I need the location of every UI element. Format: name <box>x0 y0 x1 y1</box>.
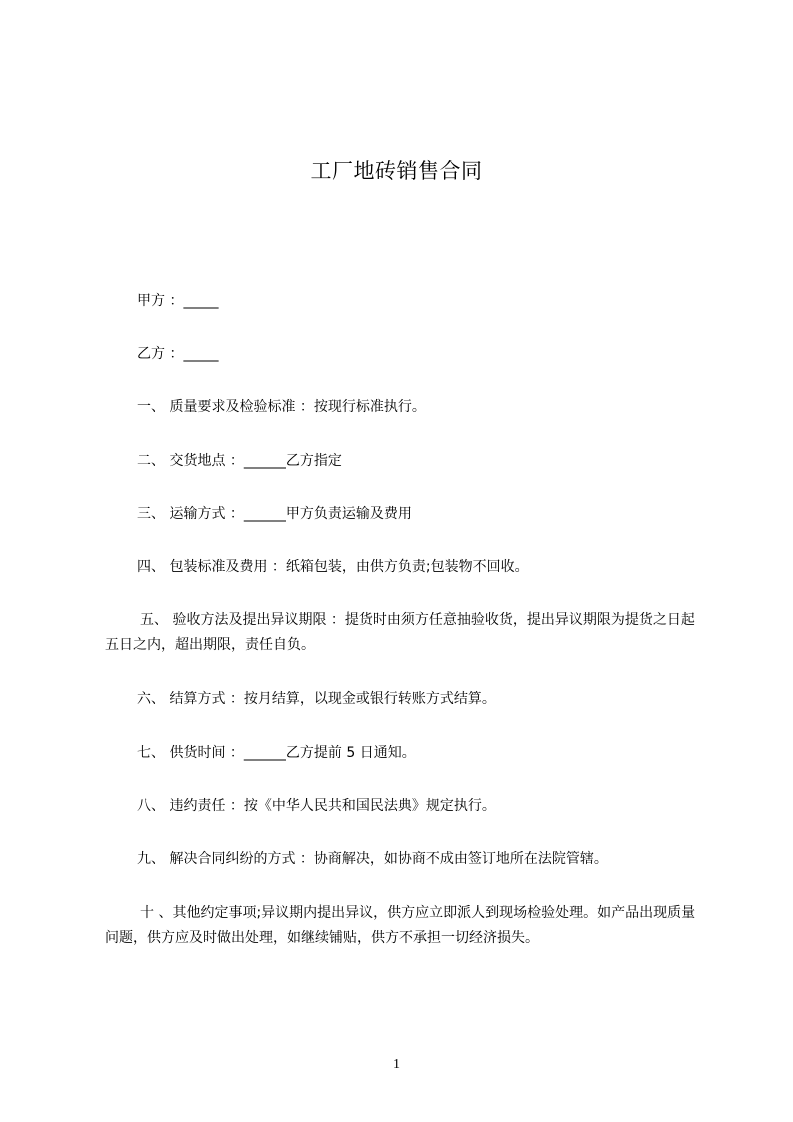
clause-8-liability: 八、 违约责任 ：按《中华人民共和国民法典》规定执行。 <box>137 798 496 814</box>
clause-10-other: 十 、其他约定事项;异议期内提出异议，供方应立即派人到现场检验处理。如产品出现质量问题，供方应及时做出处理，如继续铺贴，供方不承担一切经济损失。 <box>105 905 696 946</box>
clause-6-settlement: 六、 结算方式 ：按月结算，以现金或银行转账方式结算。 <box>137 691 496 707</box>
clause-3-transport: 三、 运输方式 ：______甲方负责运输及费用 <box>137 506 412 522</box>
clause-2-delivery-place: 二、 交货地点 ：______乙方指定 <box>137 453 342 469</box>
party-b-line: 乙方 ：_____ <box>137 346 219 362</box>
page-number: 1 <box>393 1057 400 1072</box>
clause-4-packaging: 四、 包装标准及费用 ：纸箱包装，由供方负责;包装物不回收。 <box>137 559 529 575</box>
party-a-line: 甲方 ：_____ <box>137 293 219 309</box>
clause-1-quality: 一、 质量要求及检验标准 ：按现行标准执行。 <box>137 399 426 415</box>
clause-5-acceptance: 五、 验收方法及提出异议期限 ：提货时由须方任意抽验收货，提出异议期限为提货之日起五日之内，超出期限，责任自负。 <box>105 612 695 653</box>
document-title: 工厂地砖销售合同 <box>310 159 483 184</box>
clause-7-supply-time: 七、 供货时间 ：______乙方提前 5 日通知。 <box>137 745 416 761</box>
clause-9-dispute: 九、 解决合同纠纷的方式 ：协商解决，如协商不成由签订地所在法院管辖。 <box>137 851 608 867</box>
